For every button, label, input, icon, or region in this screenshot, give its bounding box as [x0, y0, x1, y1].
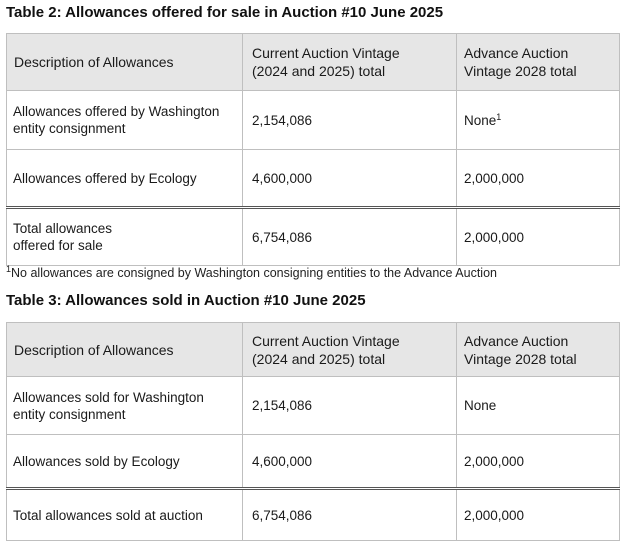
- row-description-line1: Allowances sold by Ecology: [13, 453, 180, 469]
- row-advance-value: 2,000,000: [457, 435, 620, 489]
- table-3-title: Table 3: Allowances sold in Auction #10 June 2025: [6, 292, 366, 309]
- row-advance-value: 2,000,000: [457, 489, 620, 541]
- table-row: [7, 377, 620, 435]
- header-description-label: Description of Allowances: [14, 54, 174, 70]
- row-description: [7, 208, 243, 266]
- header-description: [7, 323, 243, 377]
- header-current-line1: Current Auction Vintage: [252, 45, 400, 61]
- row-description: [7, 435, 243, 489]
- row-advance-value: [457, 91, 620, 150]
- table-row: [7, 150, 620, 208]
- header-current-vintage: [243, 323, 457, 377]
- header-current-line1: Current Auction Vintage: [252, 332, 400, 349]
- row-advance-value: 2,000,000: [457, 150, 620, 208]
- row-advance-text: None: [464, 112, 497, 128]
- row-description-line1: Allowances offered by Ecology: [13, 170, 197, 186]
- row-description: [7, 489, 243, 541]
- table-header-row: [7, 323, 620, 377]
- row-description-line2: entity consignment: [13, 406, 126, 422]
- row-description-line2: entity consignment: [13, 121, 126, 136]
- row-description: [7, 91, 243, 150]
- row-current-value: 4,600,000: [243, 150, 457, 208]
- row-description: [7, 150, 243, 208]
- header-advance-vintage: [457, 323, 620, 377]
- header-current-line2: (2024 and 2025) total: [252, 63, 386, 79]
- row-description: [7, 377, 243, 435]
- table-row: [7, 91, 620, 150]
- row-current-value: 6,754,086: [243, 208, 457, 266]
- allowances-sold-table: [6, 322, 620, 541]
- table-row: [7, 435, 620, 489]
- row-description-line1: Total allowances: [13, 221, 113, 236]
- header-advance-line2: Vintage 2028 total: [464, 63, 577, 79]
- row-current-value: 2,154,086: [243, 377, 457, 435]
- row-description-line1: Allowances sold for Washington: [13, 389, 204, 405]
- header-advance-line2: Vintage 2028 total: [464, 350, 577, 367]
- footnote-ref: 1: [496, 111, 502, 122]
- table-total-row: [7, 489, 620, 541]
- row-current-value: 4,600,000: [243, 435, 457, 489]
- header-advance-vintage: [457, 34, 620, 91]
- row-description-line1: Allowances offered by Washington: [13, 104, 220, 119]
- header-current-line2: (2024 and 2025) total: [252, 350, 386, 367]
- header-description: [7, 34, 243, 91]
- table-total-row: [7, 208, 620, 266]
- header-advance-line1: Advance Auction: [464, 45, 569, 61]
- header-current-vintage: [243, 34, 457, 91]
- footnote-text: No allowances are consigned by Washington consigning entities to the Advance Auction: [11, 266, 497, 280]
- row-description-line1: Total allowances sold at auction: [13, 507, 203, 523]
- header-description-label: Description of Allowances: [14, 341, 174, 358]
- footnote-marker: 1: [6, 264, 12, 274]
- row-advance-value: 2,000,000: [457, 208, 620, 266]
- table-2-title: Table 2: Allowances offered for sale in Auction #10 June 2025: [6, 4, 444, 21]
- header-advance-line1: Advance Auction: [464, 332, 569, 349]
- row-advance-value: None: [457, 377, 620, 435]
- row-current-value: 6,754,086: [243, 489, 457, 541]
- table-2-footnote: [6, 266, 497, 280]
- table-header-row: [7, 34, 620, 91]
- row-description-line2: offered for sale: [13, 238, 103, 253]
- allowances-offered-table: [6, 33, 620, 266]
- row-current-value: 2,154,086: [243, 91, 457, 150]
